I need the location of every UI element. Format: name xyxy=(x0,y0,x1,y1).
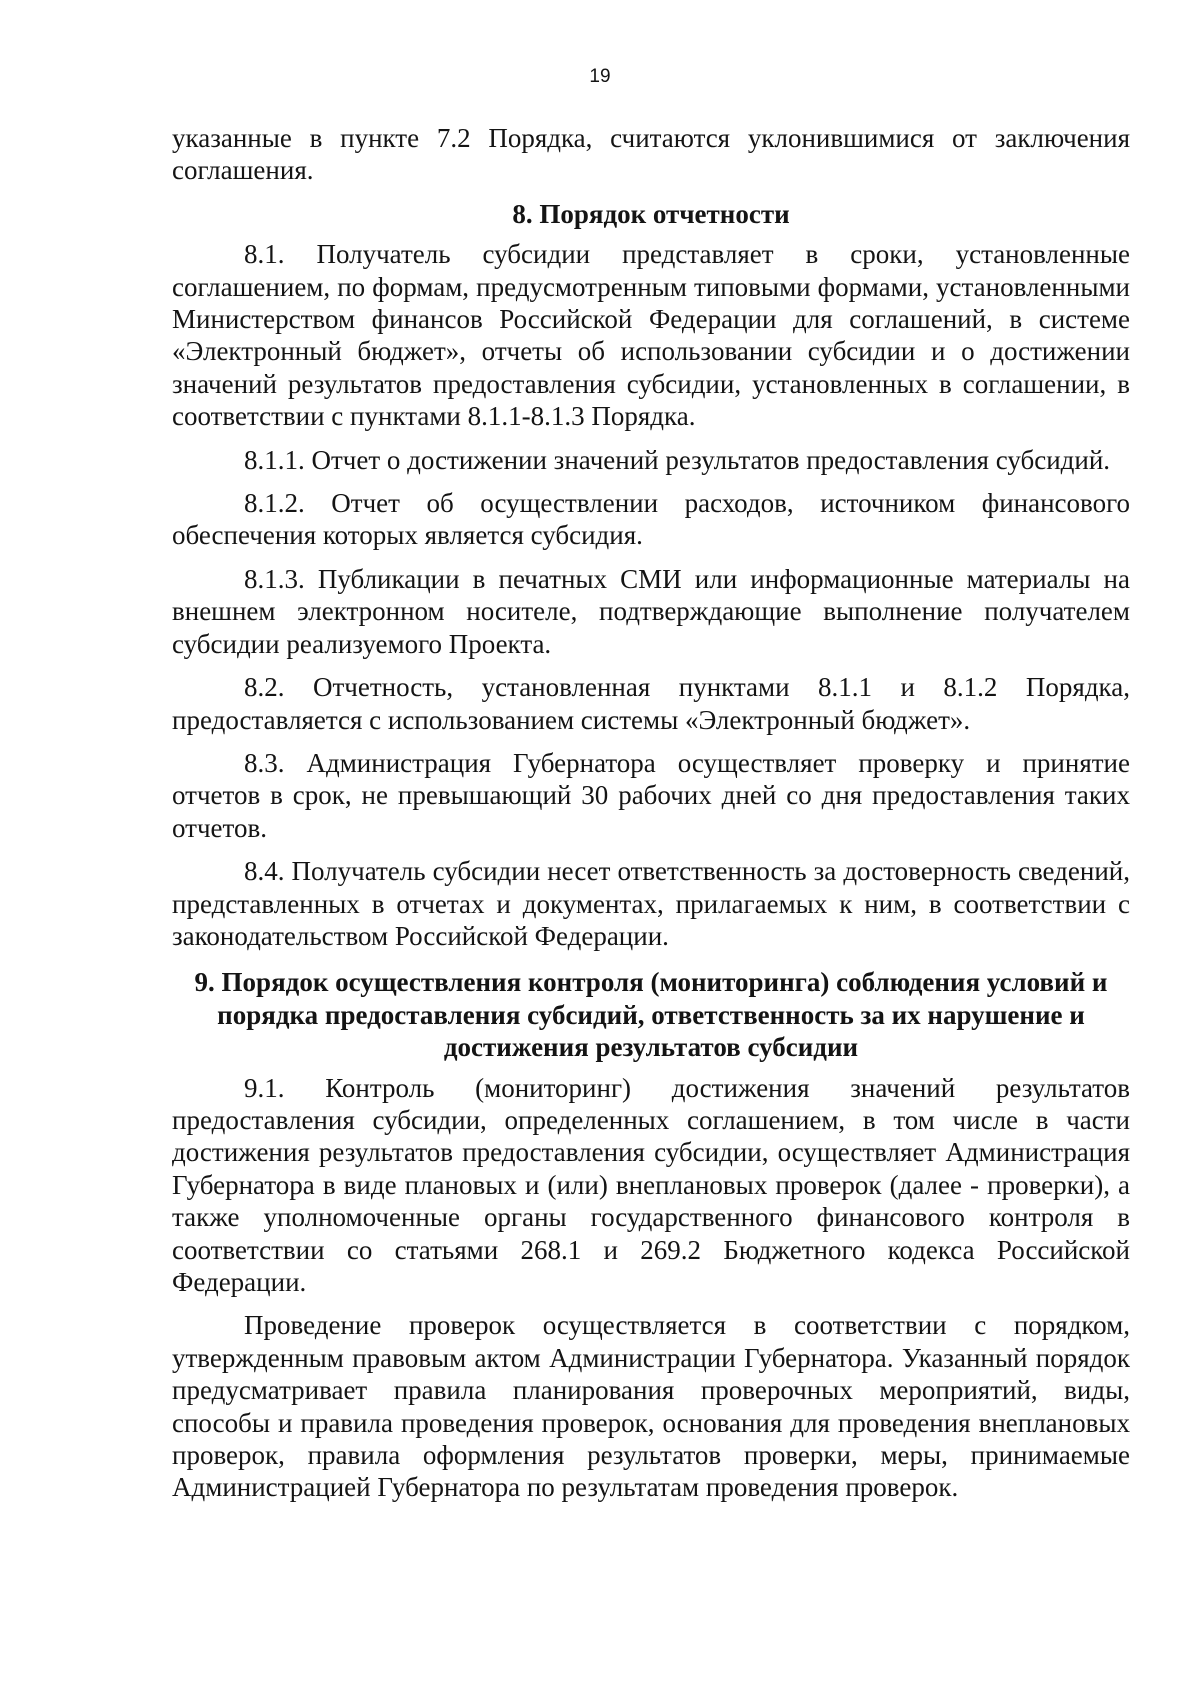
paragraph-8-1-2: 8.1.2. Отчет об осуществлении расходов, источником финансового обеспечения которых является субсидия. xyxy=(172,488,1130,551)
page-body xyxy=(172,122,1130,1515)
paragraph-8-1: 8.1. Получатель субсидии представляет в сроки, установленные соглашением, по формам, предусмотренным типовыми формами, установленными Министерством финансов Российской Федерации для соглашений, в системе «Электронный бюджет», отчеты об использовании субсидии и о достижении значений результатов предоставления субсидии, установленных в соглашении, в соответствии с пунктами 8.1.1-8.1.3 Порядка. xyxy=(172,239,1130,432)
paragraph-8-1-1: 8.1.1. Отчет о достижении значений результатов предоставления субсидий. xyxy=(244,444,1111,475)
paragraph-9-1: 9.1. Контроль (мониторинг) достижения значений результатов предоставления субсидии, определенных соглашением, в том числе в части достижения результатов предоставления субсидии, осуществляет Администрация Губернатора в виде плановых и (или) внеплановых проверок (далее - проверки), а также уполномоченные органы государственного финансового контроля в соответствии со статьями 268.1 и 269.2 Бюджетного кодекса Российской Федерации. xyxy=(172,1072,1130,1297)
paragraph-8-2: 8.2. Отчетность, установленная пунктами 8.1.1 и 8.1.2 Порядка, предоставляется с использованием системы «Электронный бюджет». xyxy=(172,672,1130,735)
paragraph-8-1-3: 8.1.3. Публикации в печатных СМИ или информационные материалы на внешнем электронном носителе, подтверждающие выполнение получателем субсидии реализуемого Проекта. xyxy=(172,563,1130,659)
paragraph-9-1-continuation: Проведение проверок осуществляется в соответствии с порядком, утвержденным правовым актом Администрации Губернатора. Указанный порядок предусматривает правила планирования проверочных мероприятий, виды, способы и правила проведения проверок, основания для проведения внеплановых проверок, правила оформления результатов проверки, меры, принимаемые Администрацией Губернатора по результатам проведения проверок. xyxy=(172,1310,1130,1503)
paragraph-8-4: 8.4. Получатель субсидии несет ответственность за достоверность сведений, представленных в отчетах и документах, прилагаемых к ним, в соответствии с законодательством Российской Федерации. xyxy=(172,856,1130,951)
section-heading-8: 8. Порядок отчетности xyxy=(512,198,790,229)
section-heading-9: 9. Порядок осуществления контроля (мониторинга) соблюдения условий и порядка предоставления субсидий, ответственность за их нарушение и достижения результатов субсидии xyxy=(194,967,1108,1063)
paragraph-continuation: указанные в пункте 7.2 Порядка, считаются уклонившимися от заключения соглашения. xyxy=(172,123,1130,186)
paragraph-8-3: 8.3. Администрация Губернатора осуществляет проверку и принятие отчетов в срок, не превышающий 30 рабочих дней со дня предоставления таких отчетов. xyxy=(172,747,1130,843)
page-number: 19 xyxy=(589,66,611,87)
